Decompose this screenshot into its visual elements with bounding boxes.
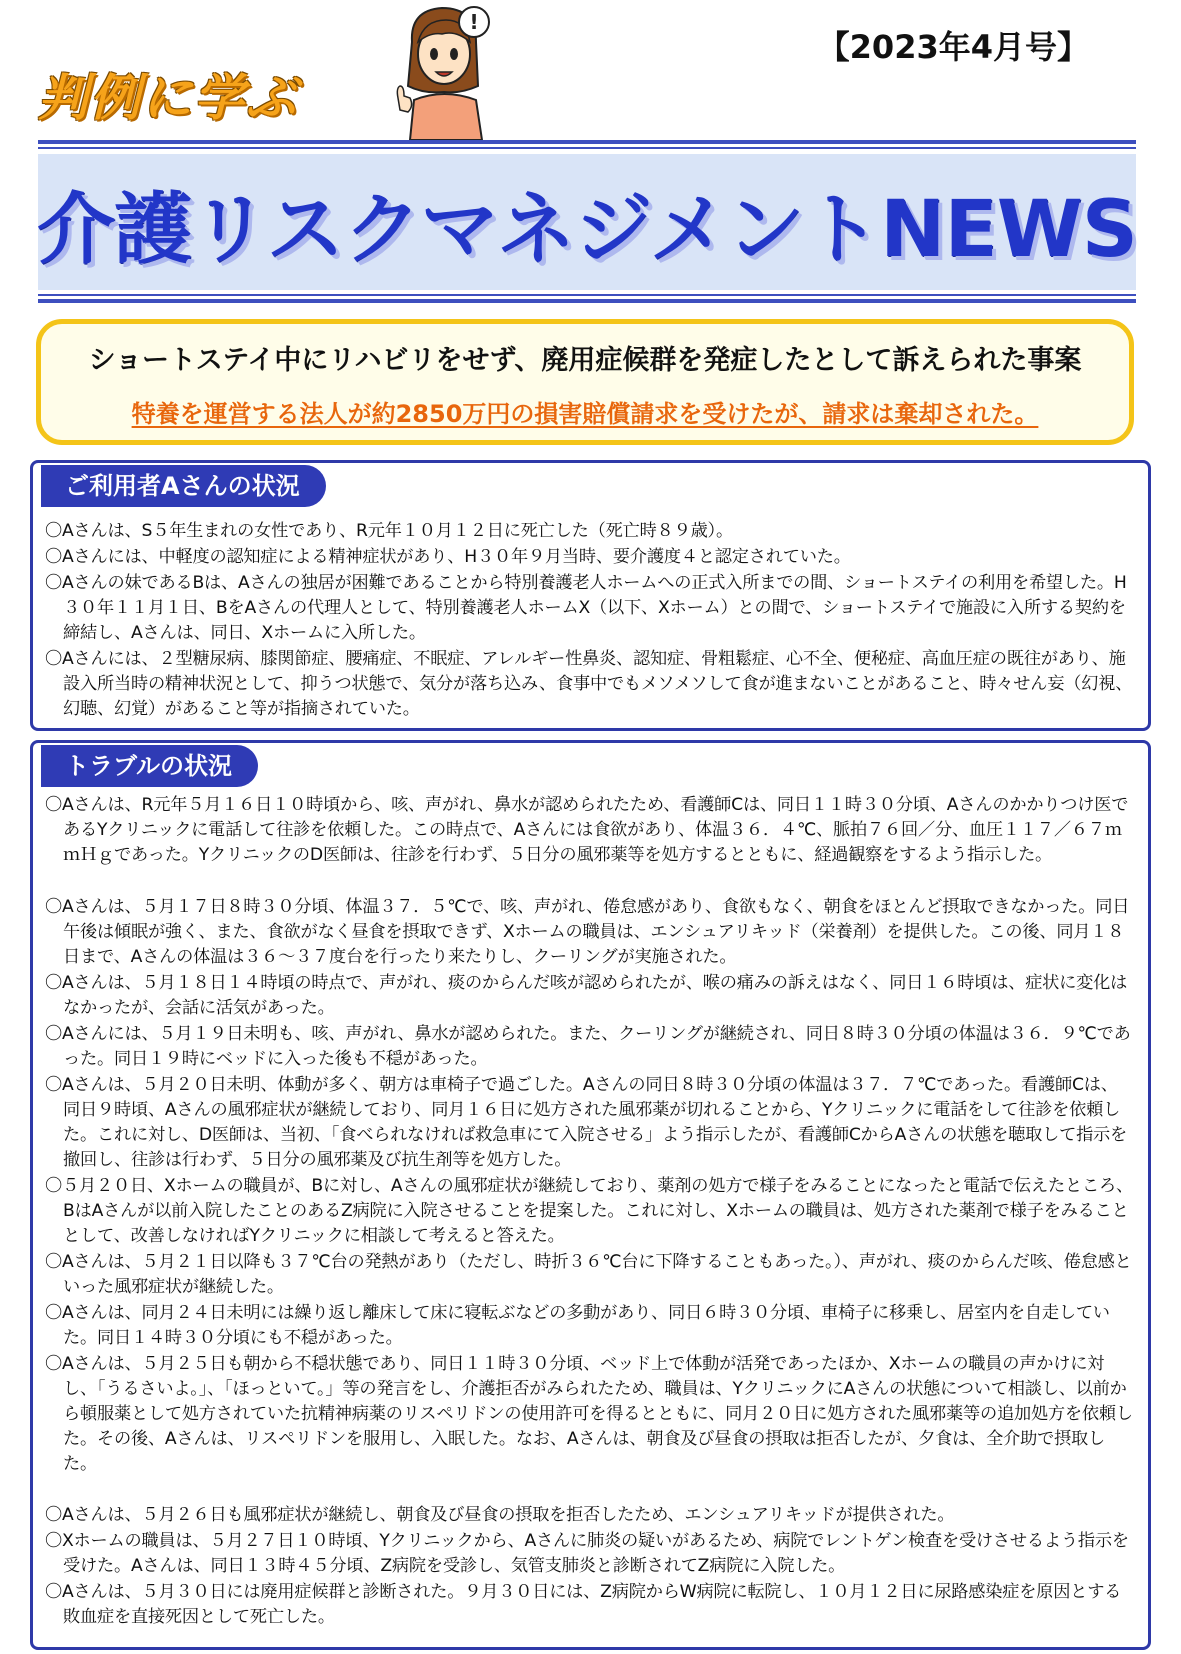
paragraph: 〇Xホームの職員は、５月２７日１０時頃、Yクリニックから、Aさんに肺炎の疑いがあるため、病院でレントゲン検査を受けさせるよう指示を受けた。Aさんは、同日１３時４５分頃、Z病院を受診し、気管支肺炎と診断されてZ病院に入院した。 [45, 1531, 1129, 1576]
paragraph: 〇Aさんは、５月２０日未明、体動が多く、朝方は車椅子で過ごした。Aさんの同日８時３０分頃の体温は３７．７℃であった。看護師Cは、同日９時頃、Aさんの風邪症状が継続しており、同月１６日に処方された風邪薬が切れることから、Yクリニックに電話をして往診を依頼した。これに対し、D医師は、当初、「食べられなければ救急車にて入院させる」よう指示したが、看護師CからAさんの状態を聴取して指示を撤回し、往診は行わず、５日分の風邪薬及び抗生剤等を処方した。 [45, 1075, 1128, 1170]
paragraph: 〇Aさんは、５月３０日には廃用症候群と診断された。９月３０日には、Z病院からW病院に転院し、１０月１２日に尿路感染症を原因とする敗血症を直接死因として死亡した。 [45, 1582, 1122, 1627]
section-label-user-status: ご利用者Aさんの状況 [41, 465, 326, 507]
exclamation-bubble-icon [456, 4, 492, 40]
issue-label: 【2023年4月号】 [817, 28, 1089, 66]
paragraph: 〇Aさんは、５月２６日も風邪症状が継続し、朝食及び昼食の摂取を拒否したため、エンシュアリキッドが提供された。 [45, 1505, 955, 1525]
paragraph: 〇Aさんには、２型糖尿病、膝関節症、腰痛症、不眠症、アレルギー性鼻炎、認知症、骨粗鬆症、心不全、便秘症、高血圧症の既往があり、施設入所当時の精神状況として、抑うつ状態で、気分が落ち込み、食事中でもメソメソして食が進まないことがあること、時々せん妄（幻視、幻聴、幻覚）があること等が指摘されていた。 [45, 649, 1133, 719]
paragraph: 〇Aさんは、R元年５月１６日１０時頃から、咳、声がれ、鼻水が認められたため、看護師Cは、同日１１時３０分頃、Aさんのかかりつけ医であるYクリニックに電話して往診を依頼した。この時点で、Aさんには食欲があり、体温３６．４℃、脈拍７６回／分、血圧１１７／６７ｍｍＨｇであった。YクリニックのD医師は、往診を行わず、５日分の風邪薬等を処方するとともに、経過観察をするよう指示した。 [45, 795, 1129, 865]
paragraph: 〇Aさんには、５月１９日未明も、咳、声がれ、鼻水が認められた。また、クーリングが継続され、同日８時３０分頃の体温は３６．９℃であった。同日１９時にベッドに入った後も不穏があった。 [45, 1024, 1131, 1069]
paragraph: 〇Aさんは、５月２５日も朝から不穏状態であり、同日１１時３０分頃、ベッド上で体動が活発であったほか、Xホームの職員の声かけに対し、「うるさいよ。」、「ほっといて。」等の発言をし、介護拒否がみられたため、職員は、YクリニックにAさんの状態について相談し、以前から頓服薬として処方されていた抗精神病薬のリスペリドンの使用許可を得るとともに、同月２０日に処方された風邪薬等の追加処方を依頼した。その後、Aさんは、リスペリドンを服用し、入眠した。なお、Aさんは、朝食及び昼食の摂取は拒否したが、夕食は、全介助で摂取した。 [45, 1354, 1133, 1474]
tagline: 判例に学ぶ [38, 69, 298, 127]
headline-box [36, 319, 1134, 445]
title-banner [38, 140, 1136, 305]
paragraph: 〇Aさんは、５月１８日１４時頃の時点で、声がれ、痰のからんだ咳が認められたが、喉の痛みの訴えはなく、同日１６時頃は、症状に変化はなかったが、会話に活気があった。 [45, 973, 1128, 1018]
headline-sub: 特養を運営する法人が約2850万円の損害賠償請求を受けたが、請求は棄却された。 [131, 400, 1039, 428]
paragraph: 〇Aさんは、S５年生まれの女性であり、R元年１０月１２日に死亡した（死亡時８９歳）。 [45, 521, 733, 541]
section-user-status [30, 460, 1151, 731]
paragraph: 〇Aさんは、５月１７日８時３０分頃、体温３７．５℃で、咳、声がれ、倦怠感があり、食欲もなく、朝食をほとんど摂取できなかった。同日午後は傾眠が強く、また、食欲がなく昼食を摂取できず、Xホームの職員は、エンシュアリキッド（栄養剤）を提供した。この後、同月１８日まで、Aさんの体温は３６～３７度台を行ったり来たりし、クーリングが実施された。 [45, 897, 1130, 967]
paragraph: 〇Aさんは、５月２１日以降も３７℃台の発熱があり（ただし、時折３６℃台に下降することもあった。）、声がれ、痰のからんだ咳、倦怠感といった風邪症状が継続した。 [45, 1252, 1132, 1297]
section-trouble-status [30, 740, 1151, 1650]
newsletter-title: 介護リスクマネジメントNEWS [37, 185, 1137, 275]
paragraph: 〇Aさんには、中軽度の認知症による精神症状があり、H３０年９月当時、要介護度４と認定されていた。 [45, 547, 851, 567]
paragraph: 〇Aさんは、同月２４日未明には繰り返し離床して床に寝転ぶなどの多動があり、同日６時３０分頃、車椅子に移乗し、居室内を自走していた。同日１４時３０分頃にも不穏があった。 [45, 1303, 1110, 1348]
section-label-trouble-status: トラブルの状況 [41, 745, 258, 787]
svg-text:!: ! [469, 10, 479, 34]
paragraph: 〇Aさんの妹であるBは、Aさんの独居が困難であることから特別養護老人ホームへの正式入所までの間、ショートステイの利用を希望した。H３０年１１月１日、BをAさんの代理人として、特別養護老人ホームX（以下、Xホーム）との間で、ショートステイで施設に入所する契約を締結し、Aさんは、同日、Xホームに入所した。 [45, 573, 1127, 643]
headline-main: ショートステイ中にリハビリをせず、廃用症候群を発症したとして訴えられた事案 [88, 345, 1082, 376]
paragraph: 〇５月２０日、Xホームの職員が、Bに対し、Aさんの風邪症状が継続しており、薬剤の処方で様子をみることになったと電話で伝えたところ、BはAさんが以前入院したことのあるZ病院に入院させることを提案した。これに対し、Xホームの職員は、処方された薬剤で様子をみることとして、改善しなければYクリニックに相談して考えると答えた。 [45, 1176, 1133, 1246]
